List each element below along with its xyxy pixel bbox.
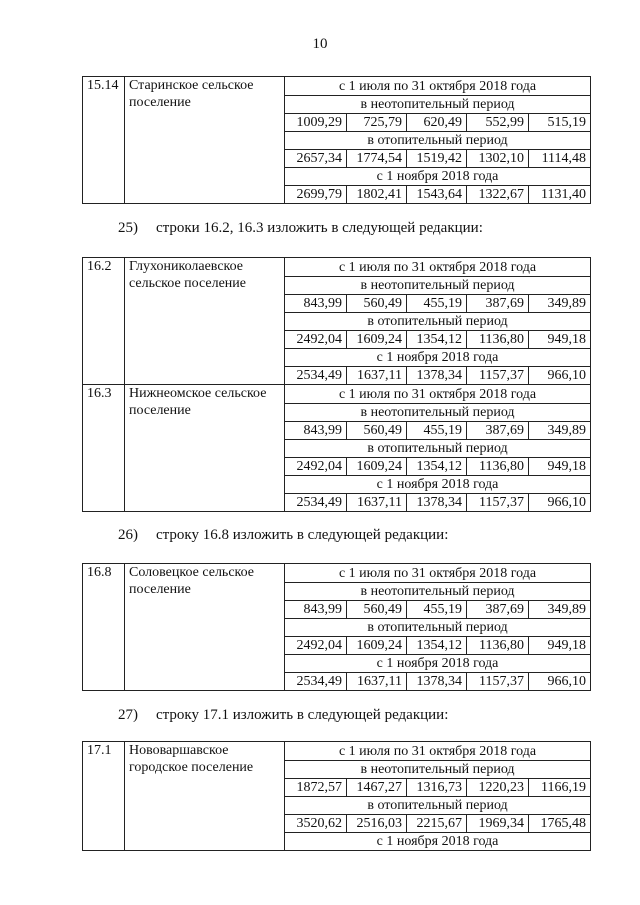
- tariff-value: 1322,67: [467, 186, 529, 204]
- tariff-value: 1378,34: [407, 367, 467, 385]
- tariff-value: 1302,10: [467, 150, 529, 168]
- tariff-value: 843,99: [285, 601, 347, 619]
- tariff-value: 1872,57: [285, 779, 347, 797]
- period-subheader: с 1 ноября 2018 года: [285, 168, 591, 186]
- tariff-value: 2699,79: [285, 186, 347, 204]
- tariff-value: 1637,11: [347, 367, 407, 385]
- settlement-name: Соловецкое сельское поселение: [125, 564, 285, 691]
- tariff-value: 1136,80: [467, 637, 529, 655]
- tariff-value: 1637,11: [347, 673, 407, 691]
- instruction-text: строку 17.1 изложить в следующей редакции:: [156, 707, 449, 723]
- tariff-value: 966,10: [529, 673, 591, 691]
- tariff-value: 515,19: [529, 114, 591, 132]
- tariff-value: 2534,49: [285, 367, 347, 385]
- tariff-table-15-14: [82, 76, 591, 204]
- period-subheader: с 1 ноября 2018 года: [285, 476, 591, 494]
- tariff-value: 1009,29: [285, 114, 347, 132]
- tariff-value: 949,18: [529, 458, 591, 476]
- amendment-instruction: [118, 707, 448, 724]
- period-subheader: с 1 ноября 2018 года: [285, 833, 591, 851]
- instruction-text: строки 16.2, 16.3 изложить в следующей редакции:: [156, 220, 483, 236]
- tariff-value: 843,99: [285, 295, 347, 313]
- tariff-value: 455,19: [407, 422, 467, 440]
- settlement-name: Нижнеомское сельское поселение: [125, 385, 285, 512]
- tariff-value: 725,79: [347, 114, 407, 132]
- tariff-value: 1609,24: [347, 637, 407, 655]
- period-subheader: с 1 ноября 2018 года: [285, 349, 591, 367]
- settlement-name: Нововаршавское городское поселение: [125, 742, 285, 851]
- settlement-name: Старинское сельское поселение: [125, 77, 285, 204]
- tariff-value: 1114,48: [529, 150, 591, 168]
- tariff-value: 2215,67: [407, 815, 467, 833]
- tariff-value: 349,89: [529, 601, 591, 619]
- period-subheader: в неотопительный период: [285, 96, 591, 114]
- tariff-value: 349,89: [529, 295, 591, 313]
- tariff-value: 2534,49: [285, 494, 347, 512]
- tariff-value: 1637,11: [347, 494, 407, 512]
- tariff-value: 2657,34: [285, 150, 347, 168]
- tariff-value: 1609,24: [347, 458, 407, 476]
- tariff-value: 560,49: [347, 295, 407, 313]
- tariff-value: 1354,12: [407, 458, 467, 476]
- tariff-value: 387,69: [467, 422, 529, 440]
- tariff-value: 1467,27: [347, 779, 407, 797]
- tariff-value: 2516,03: [347, 815, 407, 833]
- tariff-value: 966,10: [529, 367, 591, 385]
- period-subheader: в неотопительный период: [285, 277, 591, 295]
- tariff-value: 1157,37: [467, 367, 529, 385]
- tariff-value: 1969,34: [467, 815, 529, 833]
- period-title: с 1 июля по 31 октября 2018 года: [285, 742, 591, 761]
- amendment-instruction: [118, 220, 483, 237]
- row-number: 16.2: [83, 258, 125, 385]
- tariff-value: 1157,37: [467, 494, 529, 512]
- tariff-value: 455,19: [407, 601, 467, 619]
- tariff-value: 552,99: [467, 114, 529, 132]
- settlement-name: Глухониколаевское сельское поселение: [125, 258, 285, 385]
- tariff-value: 1131,40: [529, 186, 591, 204]
- tariff-value: 1378,34: [407, 673, 467, 691]
- period-subheader: в неотопительный период: [285, 761, 591, 779]
- tariff-value: 1519,42: [407, 150, 467, 168]
- tariff-value: 1354,12: [407, 637, 467, 655]
- period-subheader: в отопительный период: [285, 619, 591, 637]
- tariff-value: 1354,12: [407, 331, 467, 349]
- tariff-value: 949,18: [529, 331, 591, 349]
- tariff-value: 620,49: [407, 114, 467, 132]
- tariff-value: 1609,24: [347, 331, 407, 349]
- amendment-instruction: [118, 527, 448, 544]
- tariff-value: 2534,49: [285, 673, 347, 691]
- instruction-text: строку 16.8 изложить в следующей редакции:: [156, 527, 449, 543]
- tariff-value: 349,89: [529, 422, 591, 440]
- tariff-value: 1765,48: [529, 815, 591, 833]
- page-number: 10: [312, 36, 328, 52]
- tariff-value: 843,99: [285, 422, 347, 440]
- period-subheader: в неотопительный период: [285, 583, 591, 601]
- tariff-value: 3520,62: [285, 815, 347, 833]
- row-number: 16.8: [83, 564, 125, 691]
- tariff-value: 966,10: [529, 494, 591, 512]
- tariff-table-16-2-16-3: [82, 257, 591, 512]
- tariff-value: 387,69: [467, 601, 529, 619]
- period-title: с 1 июля по 31 октября 2018 года: [285, 77, 591, 96]
- period-subheader: в отопительный период: [285, 132, 591, 150]
- row-number: 17.1: [83, 742, 125, 851]
- tariff-value: 1378,34: [407, 494, 467, 512]
- row-number: 15.14: [83, 77, 125, 204]
- instruction-number: 26): [118, 527, 138, 543]
- tariff-value: 455,19: [407, 295, 467, 313]
- tariff-value: 1774,54: [347, 150, 407, 168]
- period-subheader: в отопительный период: [285, 440, 591, 458]
- tariff-value: 2492,04: [285, 458, 347, 476]
- tariff-value: 1543,64: [407, 186, 467, 204]
- period-title: с 1 июля по 31 октября 2018 года: [285, 258, 591, 277]
- tariff-value: 1802,41: [347, 186, 407, 204]
- tariff-value: 1136,80: [467, 331, 529, 349]
- tariff-value: 2492,04: [285, 331, 347, 349]
- row-number: 16.3: [83, 385, 125, 512]
- tariff-table-17-1: [82, 741, 591, 851]
- instruction-number: 27): [118, 707, 138, 723]
- tariff-value: 1220,23: [467, 779, 529, 797]
- period-subheader: с 1 ноября 2018 года: [285, 655, 591, 673]
- period-subheader: в неотопительный период: [285, 404, 591, 422]
- tariff-value: 1316,73: [407, 779, 467, 797]
- tariff-value: 387,69: [467, 295, 529, 313]
- tariff-value: 560,49: [347, 422, 407, 440]
- tariff-value: 1136,80: [467, 458, 529, 476]
- tariff-table-16-8: [82, 563, 591, 691]
- period-title: с 1 июля по 31 октября 2018 года: [285, 385, 591, 404]
- instruction-number: 25): [118, 220, 138, 236]
- period-title: с 1 июля по 31 октября 2018 года: [285, 564, 591, 583]
- tariff-value: 1166,19: [529, 779, 591, 797]
- tariff-value: 1157,37: [467, 673, 529, 691]
- tariff-value: 949,18: [529, 637, 591, 655]
- tariff-value: 2492,04: [285, 637, 347, 655]
- tariff-value: 560,49: [347, 601, 407, 619]
- period-subheader: в отопительный период: [285, 313, 591, 331]
- period-subheader: в отопительный период: [285, 797, 591, 815]
